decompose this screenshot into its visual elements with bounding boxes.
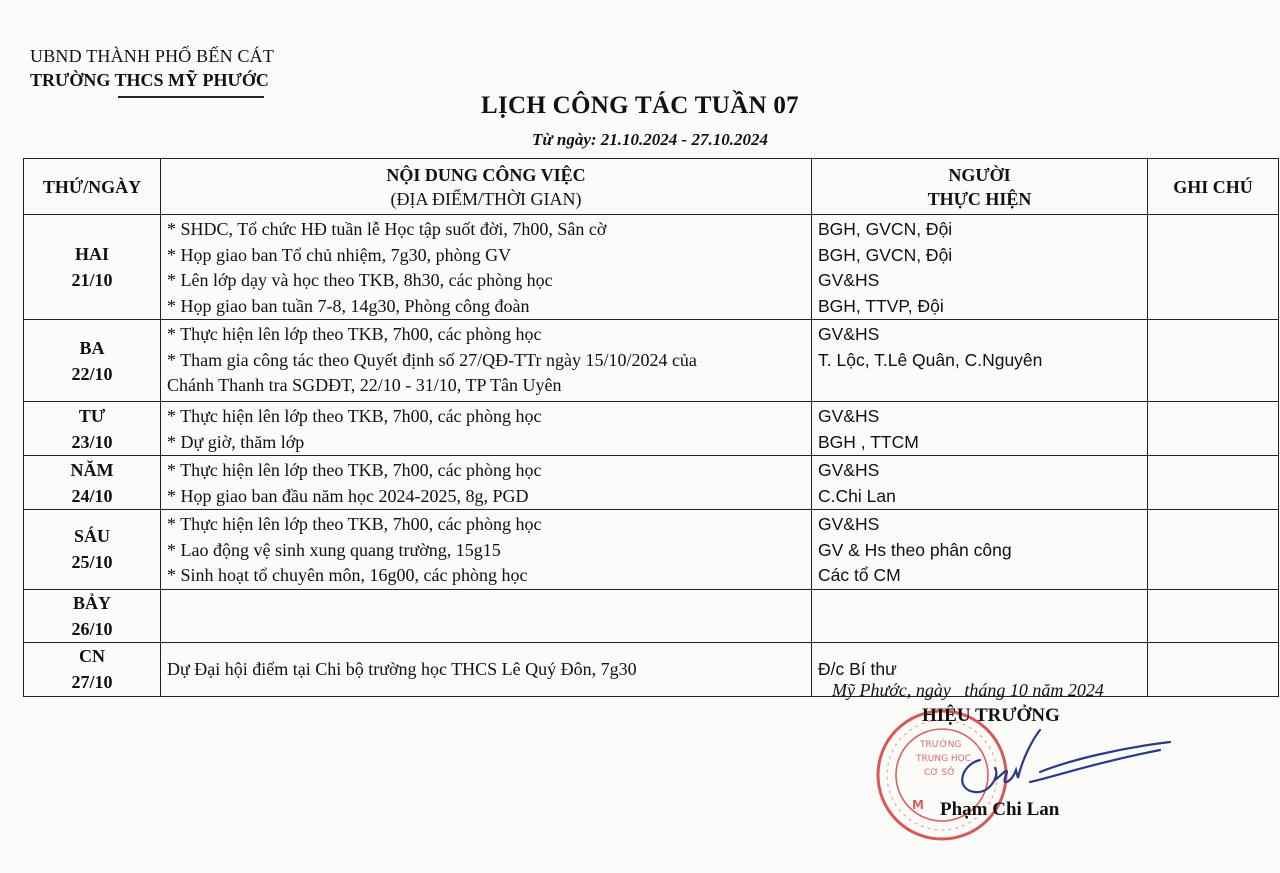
principal-title: HIỆU TRƯỞNG (922, 705, 1060, 726)
content-cell (161, 510, 812, 590)
day-cell (24, 402, 161, 456)
table-header-row (24, 159, 1279, 215)
content-line: Chánh Thanh tra SGDĐT, 22/10 - 31/10, TP Tân Uyên (167, 375, 562, 395)
content-line: * Họp giao ban tuần 7-8, 14g30, Phòng công đoàn (167, 295, 530, 316)
assignee-line: C.Chi Lan (818, 485, 896, 506)
org-line-2: TRƯỜNG THCS MỸ PHƯỚC (30, 70, 269, 90)
page-title: LỊCH CÔNG TÁC TUẦN 07 (481, 92, 799, 119)
assignee-line: GV&HS (818, 324, 880, 344)
assignee-line: Các tổ CM (818, 565, 901, 585)
content-line: * Lao động vệ sinh xung quang trường, 15g15 (167, 539, 501, 560)
content-line: * Sinh hoạt tổ chuyên môn, 16g00, các phòng học (167, 565, 528, 585)
day-name: TƯ (78, 405, 106, 426)
note-cell (1148, 642, 1279, 696)
content-line: * Thực hiện lên lớp theo TKB, 7h00, các phòng học (167, 406, 542, 426)
note-cell (1148, 589, 1279, 642)
assignee-cell (812, 215, 1148, 320)
day-date: 26/10 (71, 618, 113, 639)
table-row (24, 320, 1279, 402)
assignee-line (818, 373, 1147, 399)
assignee-line: BGH, GVCN, Đội (818, 244, 953, 265)
day-name: BẢY (72, 592, 111, 613)
svg-text:TRUNG HỌC: TRUNG HỌC (916, 754, 972, 764)
content-line: Dự Đại hội điểm tại Chi bộ trường học THCS Lê Quý Đôn, 7g30 (167, 659, 637, 680)
content-line: * Họp giao ban Tổ chủ nhiệm, 7g30, phòng GV (167, 244, 512, 265)
day-cell (24, 589, 161, 642)
col-content-title: NỘI DUNG CÔNG VIỆC (386, 164, 586, 185)
svg-text:M: M (912, 798, 924, 812)
day-name: NĂM (70, 459, 114, 480)
col-note-header: GHI CHÚ (1148, 159, 1279, 215)
day-date: 25/10 (71, 552, 113, 573)
content-cell (161, 320, 812, 402)
day-name: HAI (74, 244, 109, 264)
principal-name: Phạm Chi Lan (940, 799, 1060, 820)
content-cell (161, 589, 812, 642)
assignee-line: GV&HS (818, 406, 880, 426)
svg-text:CƠ SỞ: CƠ SỞ (924, 768, 956, 778)
content-line: * Tham gia công tác theo Quyết định số 27/QĐ-TTr ngày 15/10/2024 của (167, 349, 697, 370)
assignee-line: GV & Hs theo phân công (818, 539, 1012, 560)
table-row (24, 589, 1279, 642)
schedule-table (23, 158, 1279, 697)
content-cell (161, 642, 812, 696)
day-cell (24, 320, 161, 402)
note-cell (1148, 402, 1279, 456)
assignee-cell (812, 589, 1148, 642)
content-line: * Thực hiện lên lớp theo TKB, 7h00, các phòng học (167, 514, 542, 534)
day-cell (24, 215, 161, 320)
day-date: 27/10 (71, 672, 113, 692)
content-line: * Lên lớp dạy và học theo TKB, 8h30, các phòng học (167, 270, 553, 290)
content-cell (161, 215, 812, 320)
table-row (24, 456, 1279, 510)
org-line-1: UBND THÀNH PHỐ BẾN CÁT (30, 46, 275, 66)
day-cell (24, 642, 161, 696)
col-who-header (812, 159, 1148, 215)
content-cell (161, 456, 812, 510)
assignee-cell (812, 402, 1148, 456)
col-who-line-1: NGƯỜI (948, 164, 1011, 185)
content-cell (161, 402, 812, 456)
day-name: CN (79, 646, 105, 666)
content-line: * Thực hiện lên lớp theo TKB, 7h00, các phòng học (167, 460, 542, 480)
org-header (30, 44, 274, 92)
table-row (24, 510, 1279, 590)
table-row (24, 402, 1279, 456)
col-content-header (161, 159, 812, 215)
col-content-subtitle: (ĐỊA ĐIỂM/THỜI GIAN) (390, 188, 582, 209)
svg-text:TRƯỜNG: TRƯỜNG (920, 740, 962, 750)
date-range: Từ ngày: 21.10.2024 - 27.10.2024 (532, 130, 768, 149)
assignee-line: BGH, GVCN, Đội (818, 219, 953, 239)
col-day-header: THỨ/NGÀY (24, 159, 161, 215)
day-date: 22/10 (71, 363, 113, 384)
day-name: BA (79, 337, 105, 358)
assignee-cell (812, 510, 1148, 590)
content-line: * Dự giờ, thăm lớp (167, 431, 305, 452)
assignee-line: BGH, TTVP, Đội (818, 295, 944, 316)
note-cell (1148, 510, 1279, 590)
table-row (24, 215, 1279, 320)
day-date: 24/10 (71, 485, 113, 506)
assignee-line: Đ/c Bí thư (818, 659, 897, 680)
assignee-cell (812, 320, 1148, 402)
note-cell (1148, 456, 1279, 510)
assignee-cell (812, 456, 1148, 510)
day-cell (24, 510, 161, 590)
assignee-line: BGH , TTCM (818, 431, 919, 452)
assignee-line: T. Lộc, T.Lê Quân, C.Nguyên (818, 349, 1043, 370)
content-line: * SHDC, Tổ chức HĐ tuần lễ Học tập suốt đời, 7h00, Sân cờ (167, 219, 607, 239)
note-cell (1148, 215, 1279, 320)
day-name: SÁU (73, 526, 110, 547)
col-who-line-2: THỰC HIỆN (927, 188, 1032, 209)
note-cell (1148, 320, 1279, 402)
day-cell (24, 456, 161, 510)
place-date: Mỹ Phước, ngày tháng 10 năm 2024 (832, 680, 1104, 700)
assignee-line: GV&HS (818, 460, 880, 480)
assignee-line: GV&HS (818, 514, 880, 534)
content-line: * Họp giao ban đầu năm học 2024-2025, 8g, PGD (167, 485, 529, 506)
signature (950, 720, 1180, 810)
day-date: 23/10 (71, 431, 113, 452)
day-date: 21/10 (71, 270, 113, 290)
content-line: * Thực hiện lên lớp theo TKB, 7h00, các phòng học (167, 324, 542, 344)
assignee-line: GV&HS (818, 270, 880, 290)
